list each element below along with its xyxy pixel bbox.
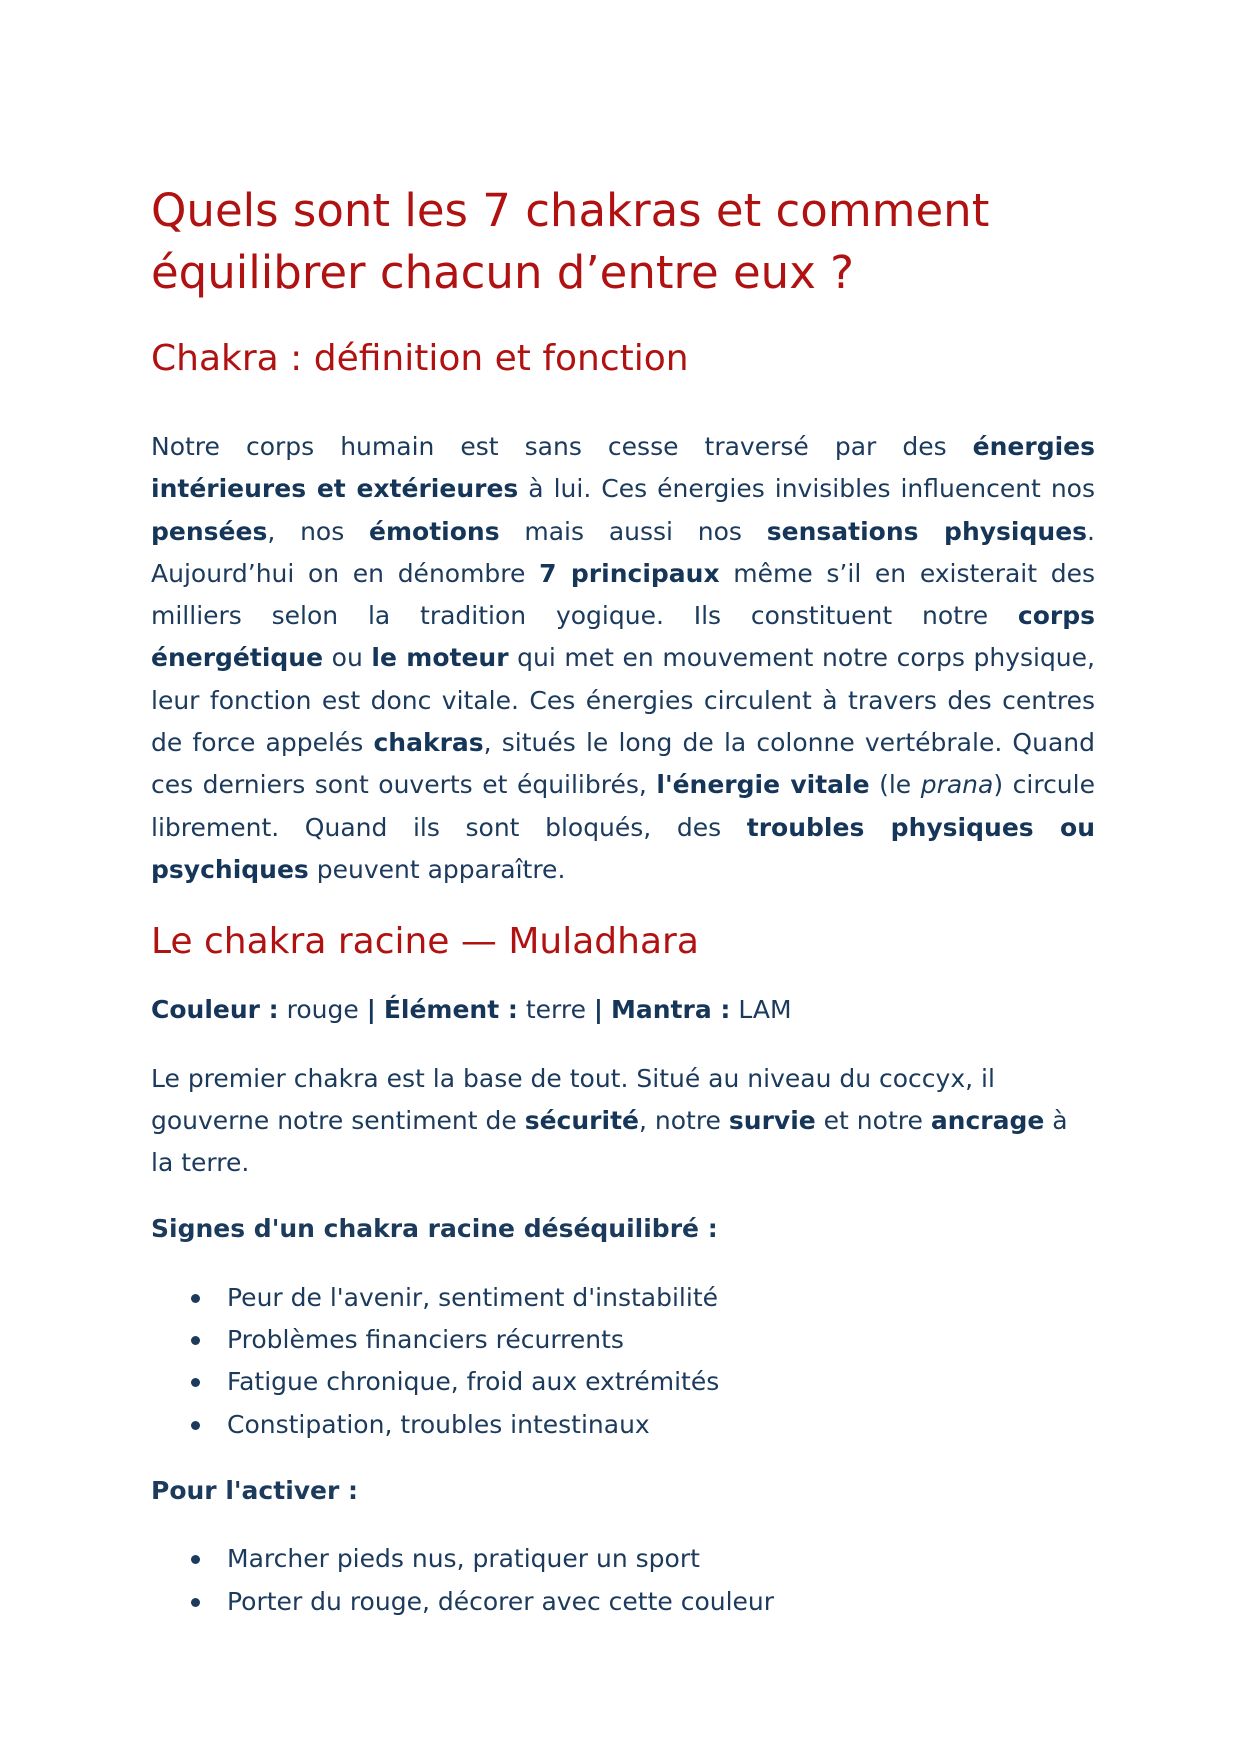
signs-label: Signes d'un chakra racine déséquilibré : <box>151 1214 718 1244</box>
text-run: même s’il en existerait des milliers selon la tradition yogique. Ils constituent notre <box>151 558 1095 631</box>
text-run: à lui. Ces énergies invisibles influencent nos <box>518 474 1095 504</box>
definition-paragraph <box>151 426 1095 891</box>
bold-term: ancrage <box>930 1105 1045 1135</box>
text-run: qui met en mouvement notre corps physique, leur fonction est donc vitale. Ces énergies circulent à travers des centres de force appelés <box>151 643 1095 758</box>
bold-term: sécurité <box>524 1105 639 1135</box>
list-item: Marcher pieds nus, pratiquer un sport <box>151 1538 1095 1580</box>
text-run: , situés le long de la colonne vertébrale. Quand ces derniers sont ouverts et équilibrés, <box>151 728 1095 800</box>
bold-term: pensées <box>151 516 268 546</box>
root-chakra-paragraph <box>151 1058 1095 1185</box>
bold-term: le moteur <box>371 643 509 673</box>
text-run: , notre <box>638 1105 729 1135</box>
text-run: à la terre. <box>151 1105 1068 1178</box>
list-item: Problèmes financiers récurrents <box>151 1319 1095 1361</box>
mantra-label: Mantra : <box>611 995 731 1025</box>
bold-term: sensations physiques <box>766 516 1088 546</box>
separator: | <box>366 995 376 1025</box>
text-run: peuvent apparaître. <box>308 854 566 884</box>
list-item: Constipation, troubles intestinaux <box>151 1404 1095 1446</box>
separator: | <box>593 995 604 1025</box>
bold-term: émotions <box>369 516 500 546</box>
text-run: . Aujourd’hui on en dénombre <box>151 516 1095 588</box>
list-item: Porter du rouge, décorer avec cette couleur <box>151 1581 1095 1623</box>
bold-term: survie <box>728 1105 816 1135</box>
text-run: ) circule librement. Quand ils sont bloqués, des <box>151 770 1095 842</box>
text-run: (le <box>869 770 921 800</box>
text-run: mais aussi nos <box>499 516 767 546</box>
element-value: terre <box>525 995 586 1025</box>
text-run: Notre corps humain est sans cesse traversé par des <box>151 432 973 461</box>
signs-list <box>151 1277 1095 1446</box>
bold-term: troubles physiques ou psychiques <box>151 812 1095 884</box>
text-run: et notre <box>815 1105 931 1135</box>
text-run: ou <box>323 643 372 673</box>
page-title: Quels sont les 7 chakras et comment équilibrer chacun d’entre eux ? <box>151 184 990 299</box>
italic-term: prana <box>920 770 994 800</box>
section-heading-root-chakra: Le chakra racine — Muladhara <box>151 921 699 963</box>
text-run: , nos <box>267 516 370 546</box>
list-item: Peur de l'avenir, sentiment d'instabilité <box>151 1277 1095 1319</box>
document-page <box>151 180 1095 1623</box>
bold-term: corps énergétique <box>151 601 1095 673</box>
section-heading-definition: Chakra : définition et fonction <box>151 338 689 379</box>
activate-label: Pour l'activer : <box>151 1475 359 1505</box>
mantra-value: LAM <box>738 995 792 1025</box>
text-run: Le premier chakra est la base de tout. Situé au niveau du coccyx, il gouverne notre sentiment de <box>151 1063 995 1135</box>
list-item: Fatigue chronique, froid aux extrémités <box>151 1361 1095 1403</box>
bold-term: 7 principaux <box>539 558 720 588</box>
color-value: rouge <box>286 995 359 1025</box>
bold-term: énergies intérieures et extérieures <box>151 432 1095 504</box>
activate-list <box>151 1538 1095 1623</box>
chakra-meta-line <box>151 989 1095 1031</box>
bold-term: l'énergie vitale <box>656 770 870 800</box>
bold-term: chakras <box>373 728 484 758</box>
element-label: Élément : <box>383 995 518 1025</box>
color-label: Couleur : <box>151 995 279 1025</box>
